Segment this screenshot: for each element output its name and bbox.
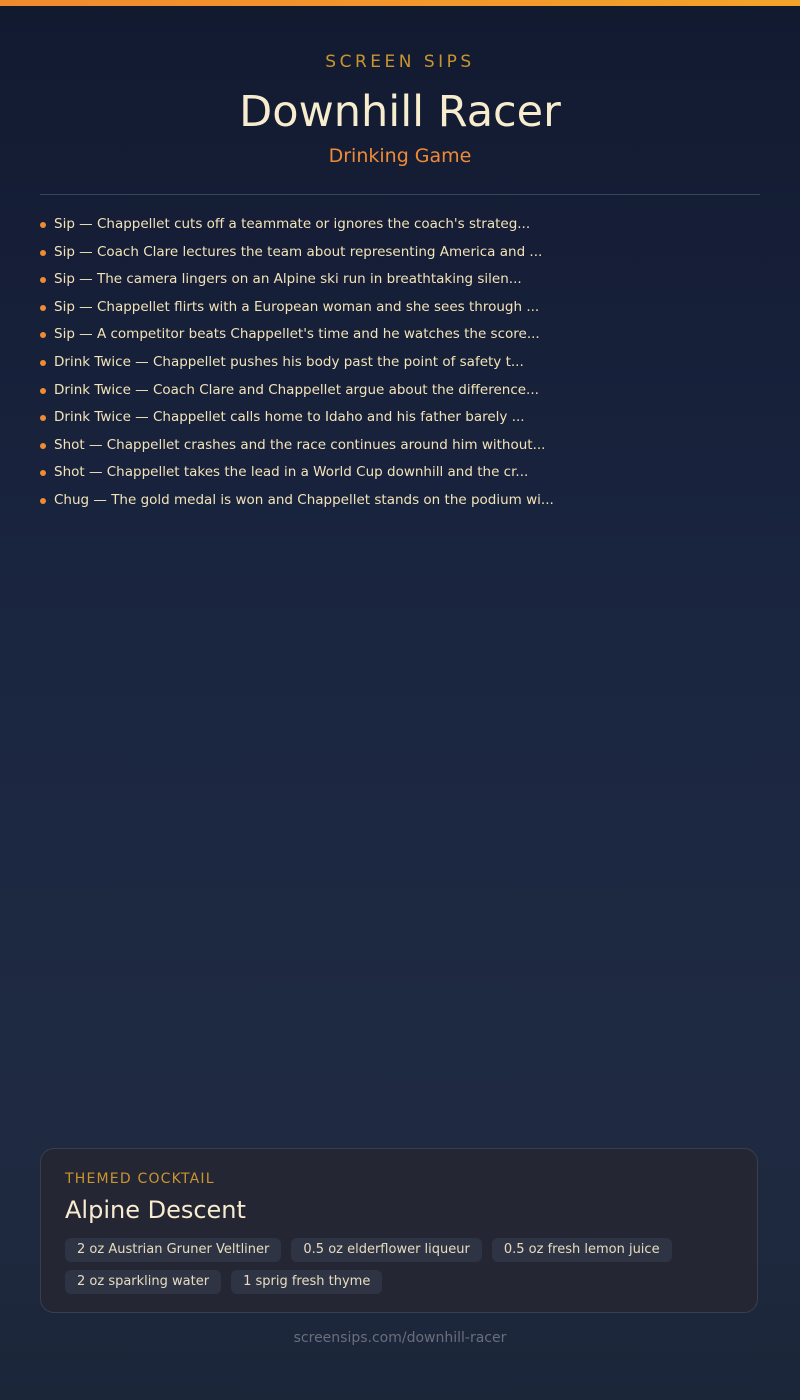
- brand-label: SCREEN SIPS: [325, 52, 475, 72]
- rule-item: [40, 211, 760, 239]
- page-title: Downhill Racer: [239, 87, 561, 137]
- bullet-icon: [40, 498, 46, 504]
- footer-url: screensips.com/downhill-racer: [293, 1330, 507, 1346]
- rule-text: Shot — Chappellet takes the lead in a World Cup downhill and the cr...: [54, 464, 529, 481]
- cocktail-card: [40, 1148, 758, 1313]
- rule-item: [40, 432, 760, 460]
- rule-text: Shot — Chappellet crashes and the race continues around him without...: [54, 436, 546, 453]
- rule-item: [40, 487, 760, 515]
- page-subtitle: Drinking Game: [328, 145, 472, 167]
- ingredient-chip: 2 oz sparkling water: [65, 1270, 221, 1294]
- ingredient-chip: 1 sprig fresh thyme: [231, 1270, 382, 1294]
- rule-item: [40, 266, 760, 294]
- bullet-icon: [40, 415, 46, 421]
- bullet-icon: [40, 222, 46, 228]
- rule-item: [40, 377, 760, 405]
- header-divider: [40, 194, 760, 195]
- rule-item: [40, 404, 760, 432]
- rule-text: Sip — Chappellet flirts with a European woman and she sees through ...: [54, 298, 540, 315]
- bullet-icon: [40, 305, 46, 311]
- cocktail-label: THEMED COCKTAIL: [65, 1171, 215, 1187]
- rules-list: [40, 211, 760, 515]
- rule-text: Sip — Coach Clare lectures the team about representing America and ...: [54, 243, 543, 260]
- top-accent-bar: [0, 0, 800, 6]
- rule-text: Sip — Chappellet cuts off a teammate or ignores the coach's strateg...: [54, 216, 531, 232]
- rule-text: Drink Twice — Chappellet pushes his body past the point of safety t...: [54, 353, 524, 370]
- bullet-icon: [40, 388, 46, 394]
- cocktail-name: Alpine Descent: [65, 1196, 246, 1224]
- ingredient-chip: 0.5 oz fresh lemon juice: [492, 1238, 672, 1262]
- bullet-icon: [40, 250, 46, 256]
- ingredient-list: [65, 1238, 745, 1302]
- rule-text: Chug — The gold medal is won and Chappellet stands on the podium wi...: [54, 491, 554, 508]
- rule-item: [40, 349, 760, 377]
- rule-item: [40, 321, 760, 349]
- ingredient-chip: 0.5 oz elderflower liqueur: [291, 1238, 481, 1262]
- ingredient-chip: 2 oz Austrian Gruner Veltliner: [65, 1238, 281, 1262]
- rule-text: Sip — A competitor beats Chappellet's time and he watches the score...: [54, 326, 540, 343]
- rule-item: [40, 294, 760, 322]
- bullet-icon: [40, 443, 46, 449]
- rule-text: Sip — The camera lingers on an Alpine ski run in breathtaking silen...: [54, 271, 522, 288]
- rule-text: Drink Twice — Chappellet calls home to Idaho and his father barely ...: [54, 409, 525, 426]
- bullet-icon: [40, 332, 46, 338]
- rule-text: Drink Twice — Coach Clare and Chappellet argue about the difference...: [54, 381, 539, 398]
- rule-item: [40, 239, 760, 267]
- bullet-icon: [40, 470, 46, 476]
- bullet-icon: [40, 277, 46, 283]
- bullet-icon: [40, 360, 46, 366]
- rule-item: [40, 459, 760, 487]
